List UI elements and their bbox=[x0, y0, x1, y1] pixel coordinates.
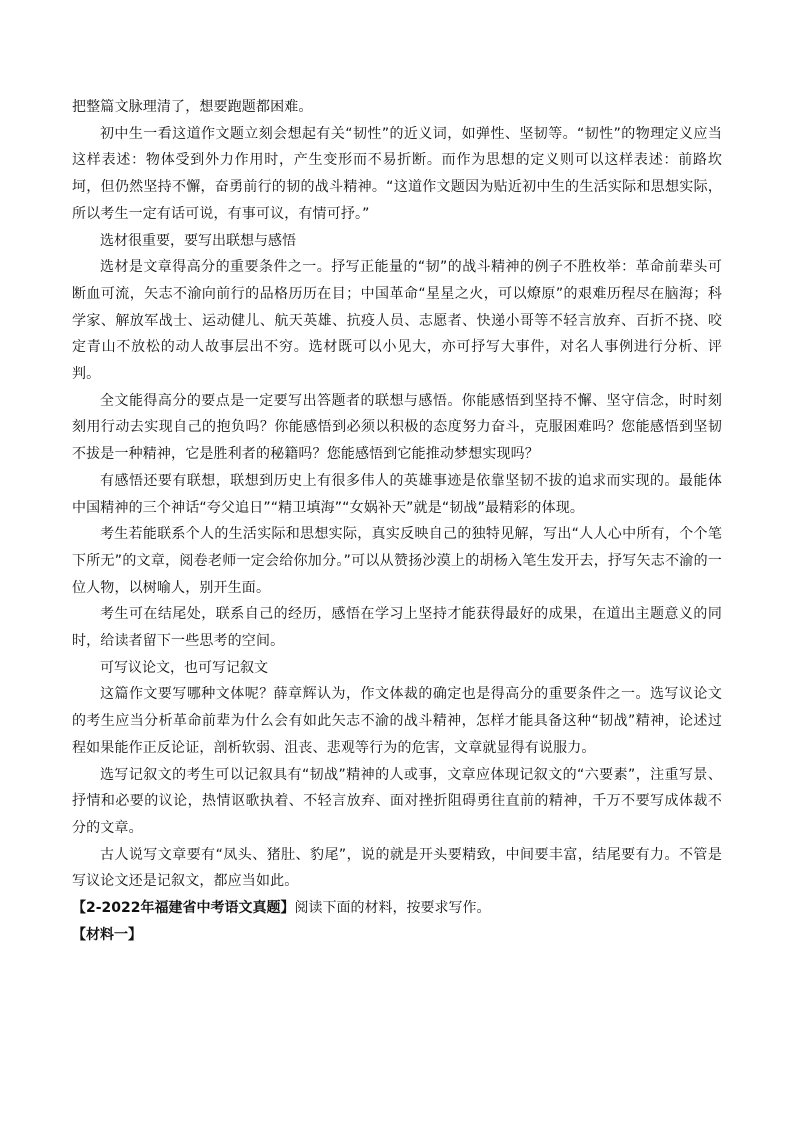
paragraph-3: 全文能得高分的要点是一定要写出答题者的联想与感悟。你能感悟到坚持不懈、坚守信念，时时刻刻用行动去实现自己的抱负吗？你能感悟到必须以积极的态度努力奋斗，克服困难吗？您能感悟到坚韧不拔是一种精神，它是胜利者的秘籍吗？您能感悟到它能推动梦想实现吗？ bbox=[72, 392, 722, 463]
paragraph-2: 选材是文章得高分的重要条件之一。抒写正能量的“韧”的战斗精神的例子不胜枚举：革命前辈头可断血可流，矢志不渝向前行的品格历历在目；中国革命“星星之火，可以燎原”的艰难历程尽在脑海；科学家、解放军战士、运动健儿、航天英雄、抗疫人员、志愿者、快递小哥等不轻言放弃、百折不挠、咬定青山不放松的动人故事层出不穷。选材既可以小见大，亦可抒写大事件，对名人事例进行分析、评判。 bbox=[72, 259, 722, 383]
paragraph-5: 考生若能联系个人的生活实际和思想实际，真实反映自己的独特见解，写出“人人心中所有，个个笔下所无”的文章，阅卷老师一定会给你加分。”可以从赞扬沙漠上的胡杨入笔生发开去，抒写矢志不渝的一位人物，以树喻人，别开生面。 bbox=[72, 526, 722, 596]
paragraph-8: 选写记叙文的考生可以记叙具有“韧战”精神的人或事，文章应体现记叙文的“六要素”，注重写景、抒情和必要的议论，热情讴歌执着、不轻言放弃、面对挫折阻碍勇往直前的精神，千万不要写成体裁不分的文章。 bbox=[72, 766, 722, 836]
question-tag: 【2-2022年福建省中考语文真题】 bbox=[72, 900, 295, 917]
section-heading-material: 选材很重要，要写出联想与感悟 bbox=[100, 232, 296, 249]
section-heading-genre: 可写议论文，也可写记叙文 bbox=[100, 659, 268, 676]
paragraph-6: 考生可在结尾处，联系自己的经历，感悟在学习上坚持才能获得最好的成果，在道出主题意义的同时，给读者留下一些思考的空间。 bbox=[72, 606, 722, 650]
paragraph-7: 这篇作文要写哪种文体呢？薛章辉认为，作文体裁的确定也是得高分的重要条件之一。选写议论文的考生应当分析革命前辈为什么会有如此矢志不渝的战斗精神，怎样才能具备这种“韧战”精神，论述过程如果能作正反论证，剖析软弱、沮丧、悲观等行为的危害，文章就显得有说服力。 bbox=[72, 686, 722, 756]
paragraph-0: 把整篇文脉理清了，想要跑题都困难。 bbox=[72, 99, 313, 115]
material-label: 【材料一】 bbox=[72, 926, 142, 943]
paragraph-9: 古人说写文章要有“凤头、猪肚、豹尾”，说的就是开头要精致，中间要丰富，结尾要有力。不管是写议论文还是记叙文，都应当如此。 bbox=[72, 846, 722, 890]
question-text: 阅读下面的材料，按要求写作。 bbox=[294, 900, 491, 917]
article-body bbox=[72, 94, 722, 949]
question-line bbox=[72, 895, 722, 922]
paragraph-4: 有感悟还要有联想，联想到历史上有很多伟人的英雄事迹是依靠坚韧不拔的追求而实现的。最能体中国精神的三个神话“夸父追日”“精卫填海”“女娲补天”就是“韧战”最精彩的体现。 bbox=[72, 472, 722, 516]
paragraph-1: 初中生一看这道作文题立刻会想起有关“韧性”的近义词，如弹性、坚韧等。“韧性”的物理定义应当这样表述：物体受到外力作用时，产生变形而不易折断。而作为思想的定义则可以这样表述：前路坎坷，但仍然坚持不懈，奋勇前行的韧的战斗精神。“这道作文题因为贴近初中生的生活实际和思想实际，所以考生一定有话可说，有事可议，有情可抒。” bbox=[72, 125, 722, 222]
